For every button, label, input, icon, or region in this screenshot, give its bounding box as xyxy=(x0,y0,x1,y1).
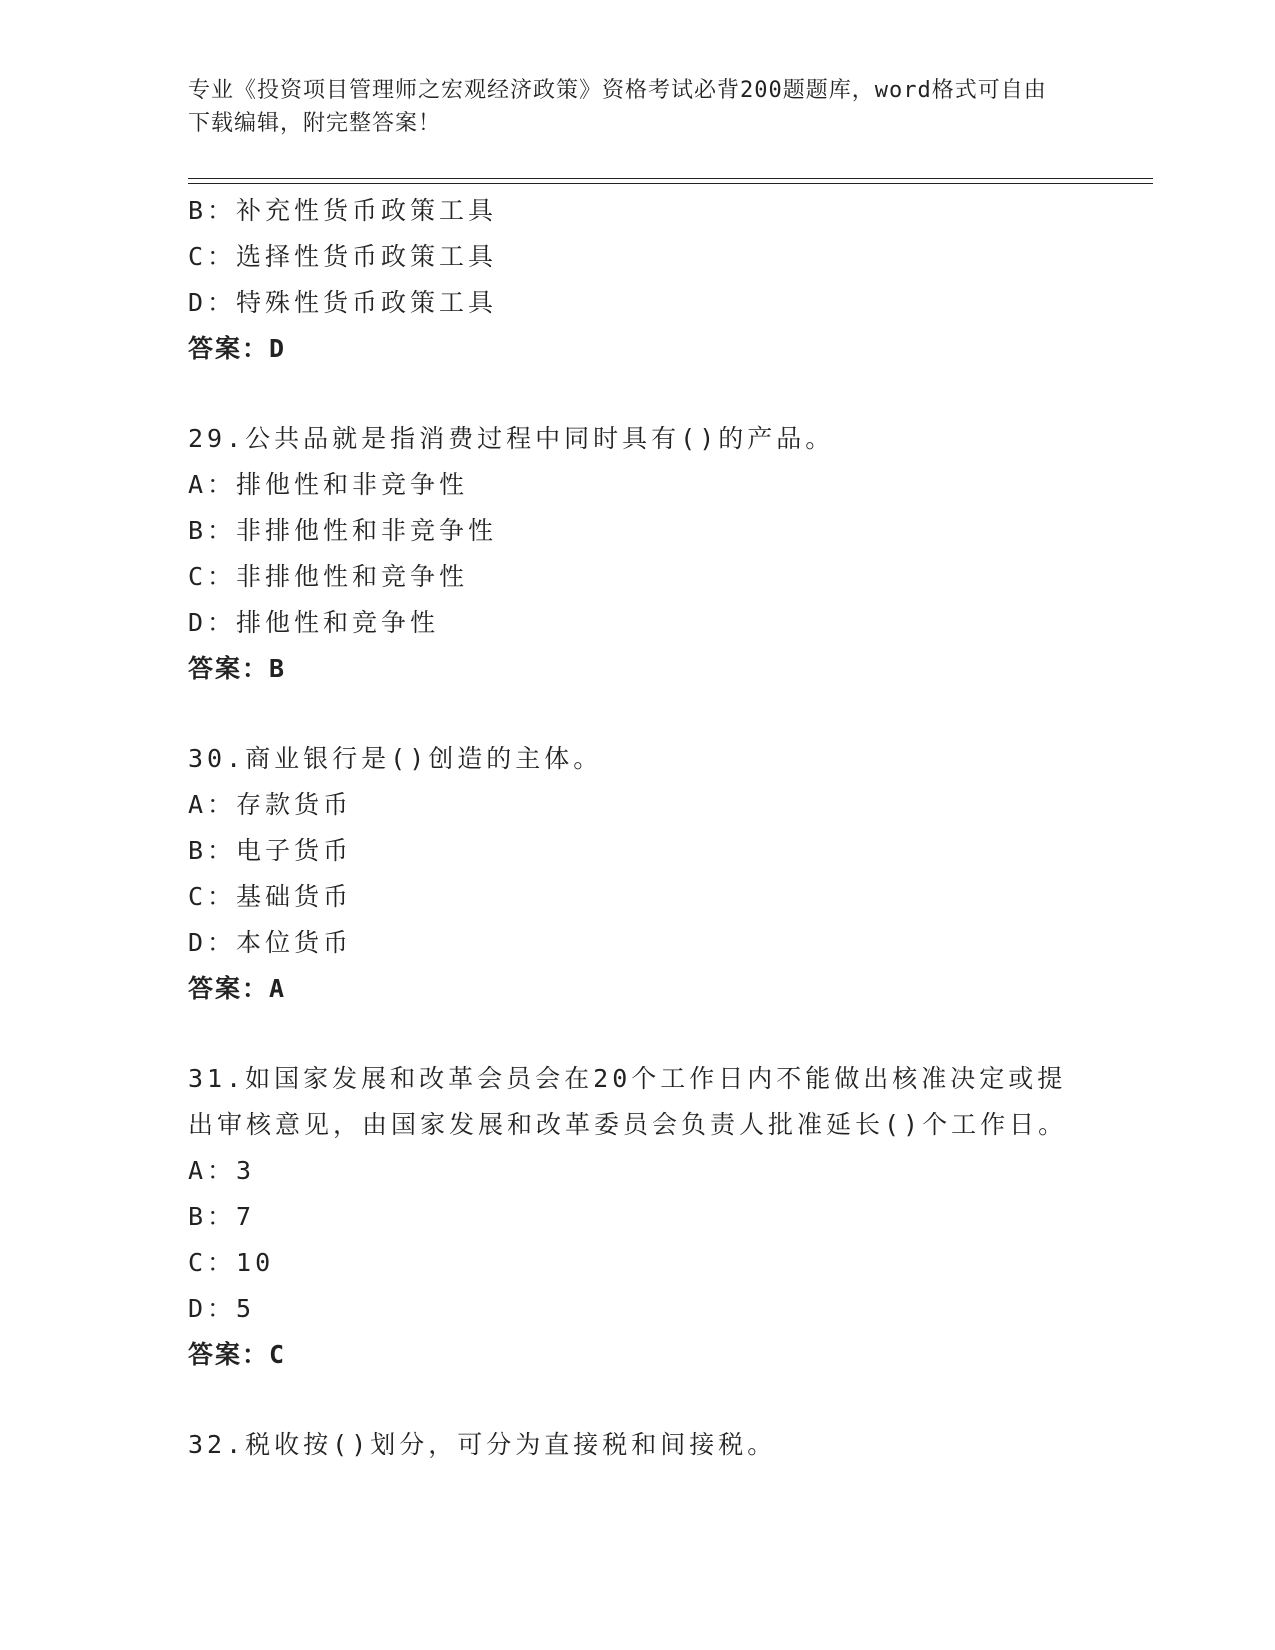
question-block-30 xyxy=(188,736,1088,1012)
spacer xyxy=(188,1012,1088,1056)
spacer xyxy=(188,372,1088,416)
option-d: D：本位货币 xyxy=(188,928,353,957)
option-c: C：基础货币 xyxy=(188,882,353,911)
question-text: 29.公共品就是指消费过程中同时具有()的产品。 xyxy=(188,424,835,453)
question-text: 31.如国家发展和改革会员会在20个工作日内不能做出核准决定或提出审核意见，由国家发展和改革委员会负责人批准延长()个工作日。 xyxy=(188,1064,1068,1139)
spacer xyxy=(188,692,1088,736)
option-c: C：非排他性和竞争性 xyxy=(188,562,469,591)
question-list xyxy=(188,188,1088,1468)
header-divider-bottom xyxy=(188,183,1153,184)
question-block-29 xyxy=(188,416,1088,692)
option-b: B：电子货币 xyxy=(188,836,353,865)
answer-line: 答案：C xyxy=(188,1340,287,1369)
question-block-31 xyxy=(188,1056,1088,1378)
document-header-title: 专业《投资项目管理师之宏观经济政策》资格考试必背200题题库，word格式可自由下载编辑，附完整答案！ xyxy=(188,78,1047,136)
option-b: B：7 xyxy=(188,1202,256,1231)
option-a: A：3 xyxy=(188,1156,256,1185)
option-d: D：特殊性货币政策工具 xyxy=(188,288,498,317)
option-b: B：非排他性和非竞争性 xyxy=(188,516,498,545)
option-d: D：5 xyxy=(188,1294,256,1323)
spacer xyxy=(188,1378,1088,1422)
header-divider-top xyxy=(188,178,1153,179)
option-a: A：存款货币 xyxy=(188,790,353,819)
answer-line: 答案：D xyxy=(188,334,287,363)
option-b: B：补充性货币政策工具 xyxy=(188,196,498,225)
answer-line: 答案：B xyxy=(188,654,287,683)
option-a: A：排他性和非竞争性 xyxy=(188,470,469,499)
option-c: C：选择性货币政策工具 xyxy=(188,242,498,271)
question-text: 32.税收按()划分，可分为直接税和间接税。 xyxy=(188,1430,777,1459)
question-text: 30.商业银行是()创造的主体。 xyxy=(188,744,603,773)
question-block-28 xyxy=(188,188,1088,372)
option-c: C：10 xyxy=(188,1248,275,1277)
answer-line: 答案：A xyxy=(188,974,287,1003)
question-block-32 xyxy=(188,1422,1088,1468)
option-d: D：排他性和竞争性 xyxy=(188,608,440,637)
